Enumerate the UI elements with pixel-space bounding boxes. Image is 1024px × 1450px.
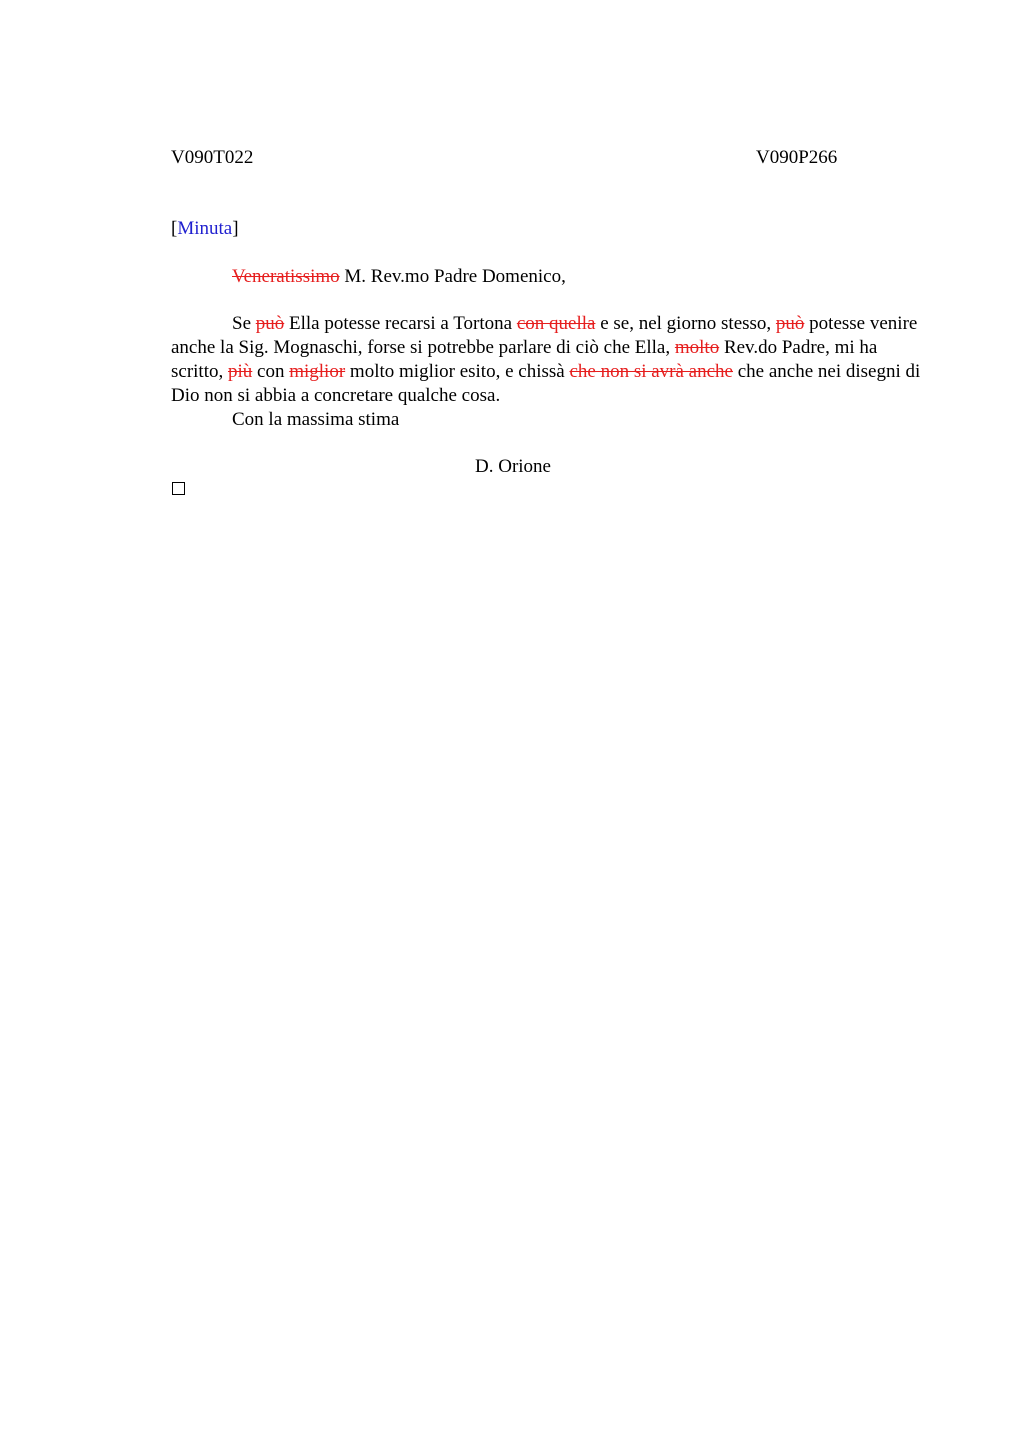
document-code-right: V090P266 <box>756 147 838 168</box>
bracket-close: ] <box>232 218 239 239</box>
text-segment: e se, nel giorno stesso, <box>595 313 776 334</box>
text-segment: potesse venire anche la Sig. Mognaschi, forse si potrebbe parlare di ciò che Ella, <box>171 313 918 358</box>
deleted-word: miglior <box>289 361 346 382</box>
letter-body <box>171 312 931 432</box>
text-segment: Ella potesse recarsi a Tortona <box>284 313 517 334</box>
text-segment: molto miglior esito, e chissà <box>345 361 570 382</box>
deleted-word: Veneratissimo <box>232 266 340 287</box>
salutation-text: M. Rev.mo Padre Domenico, <box>339 266 566 287</box>
draft-label: Minuta <box>177 218 233 239</box>
deleted-word: può <box>775 313 805 334</box>
bracket-open: [ <box>171 218 178 239</box>
draft-note <box>171 217 239 241</box>
closing-line: Con la massima stima <box>232 409 400 430</box>
text-segment: Se <box>232 313 256 334</box>
body-paragraph <box>171 312 931 408</box>
deleted-word: più <box>228 361 253 382</box>
signature: D. Orione <box>475 456 551 477</box>
deleted-word: molto <box>674 337 720 358</box>
deleted-word: può <box>255 313 285 334</box>
deleted-word: con quella <box>516 313 596 334</box>
text-segment: con <box>252 361 290 382</box>
end-square-icon <box>172 482 185 495</box>
text-segment: che anche nei disegni di Dio non si abbia a concretare qualche cosa. <box>171 361 921 406</box>
document-code-left: V090T022 <box>171 147 254 168</box>
salutation <box>232 265 566 289</box>
deleted-word: che non si avrà anche <box>569 361 733 382</box>
text-segment: Rev.do Padre, mi ha scritto, <box>171 337 878 382</box>
